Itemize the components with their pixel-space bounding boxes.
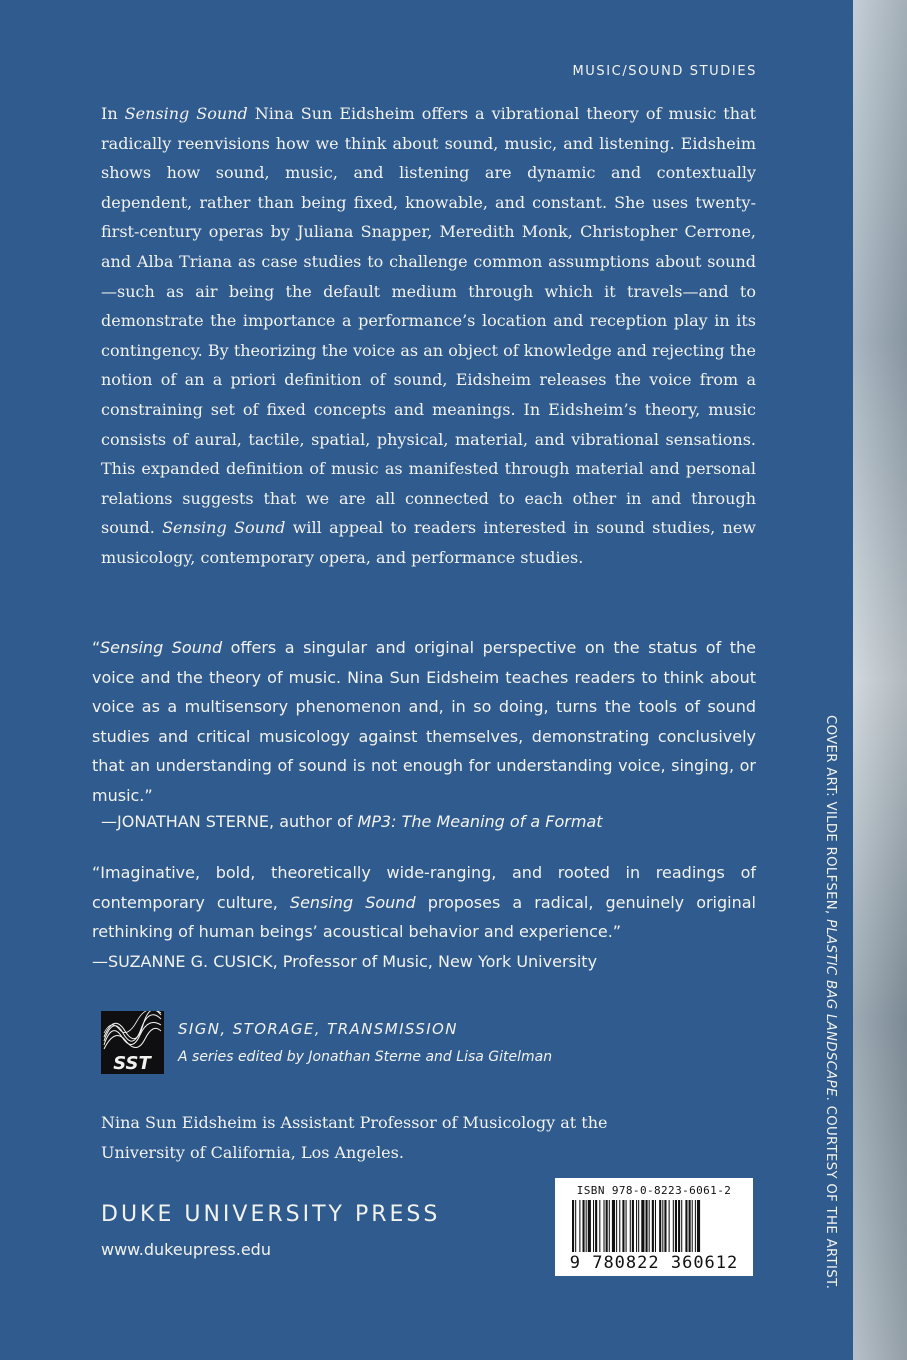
description-title-2: Sensing Sound — [162, 518, 286, 538]
barcode-bar — [673, 1200, 674, 1252]
cover-art-edge — [853, 0, 907, 1360]
cover-credit-work: PLASTIC BAG LANDSCAPE — [823, 919, 838, 1097]
cover-credit-prefix: COVER ART: VILDE ROLFSEN, — [823, 715, 838, 920]
barcode-bar — [612, 1200, 615, 1252]
barcode-bar — [659, 1200, 661, 1252]
series-editors: A series edited by Jonathan Sterne and Lisa Gitelman — [178, 1049, 553, 1065]
blurb-sterne-attribution — [101, 812, 603, 831]
series-logo — [101, 1011, 164, 1074]
book-description — [101, 99, 756, 573]
series-logo-text: SST — [113, 1053, 151, 1074]
barcode-bar — [695, 1200, 696, 1252]
barcode-bar — [655, 1200, 656, 1252]
barcode-bar — [632, 1200, 634, 1252]
barcode-bar — [646, 1200, 648, 1252]
barcode-bar — [681, 1200, 682, 1252]
barcode-bar — [652, 1200, 654, 1252]
barcode-bar — [678, 1200, 680, 1252]
cover-credit-suffix: . COURTESY OF THE ARTIST. — [823, 1096, 838, 1290]
series-title: SIGN, STORAGE, TRANSMISSION — [178, 1020, 458, 1038]
barcode-bar — [606, 1200, 608, 1252]
isbn-barcode — [555, 1178, 753, 1276]
blurb-cusick-text-2: proposes a radical, genuinely original rethinking of human beings’ acoustical behavior and experience.” — [92, 892, 756, 942]
barcode-bar — [630, 1200, 631, 1252]
barcode-bar — [664, 1200, 666, 1252]
barcode-bar — [689, 1200, 691, 1252]
blurb-sterne-attribution-work: MP3: The Meaning of a Format — [357, 812, 603, 831]
barcode-bars — [572, 1200, 736, 1252]
barcode-bar — [675, 1200, 677, 1252]
barcode-bar — [649, 1200, 650, 1252]
barcode-bar — [572, 1200, 574, 1252]
description-text-2: Nina Sun Eidsheim offers a vibrational theory of music that radically reenvisions how we think about sound, music, and listening. Eidsheim shows how sound, music, and listening are dynamic and contextually dependent, rather than being fixed, knowable, and constant. She uses twenty-first-century operas by Juliana Snapper, Meredith Monk, Christopher Cerrone, and Alba Triana as case studies to challenge common assumptions about sound—such as air being the default medium through which it travels—and to demonstrate the importance a performance’s location and reception play in its contingency. By theorizing the voice as an object of knowledge and rejecting the notion of an a priori definition of sound, Eidsheim releases the voice from a constraining set of fixed concepts and meanings. In Eidsheim’s theory, music consists of aural, tactile, spatial, physical, material, and vibrational sensations. This expanded definition of music as manifested through material and personal relations suggests that we are all connected to each other in and through sound. — [101, 104, 757, 538]
barcode-bar — [575, 1200, 576, 1252]
publisher-url: www.dukeupress.edu — [101, 1240, 271, 1259]
barcode-bar — [669, 1200, 670, 1252]
barcode-bar — [583, 1200, 585, 1252]
category-label: MUSIC/SOUND STUDIES — [572, 64, 757, 79]
cover-credit — [814, 715, 838, 1290]
publisher-name: DUKE UNIVERSITY PRESS — [101, 1202, 441, 1227]
blurb-cusick-attribution: —SUZANNE G. CUSICK, Professor of Music, New York University — [92, 952, 598, 971]
description-title-1: Sensing Sound — [124, 104, 248, 123]
barcode-bar — [595, 1200, 597, 1252]
series-logo-icon — [101, 1011, 164, 1074]
barcode-bar — [638, 1200, 639, 1252]
barcode-bar — [616, 1200, 617, 1252]
barcode-bar — [636, 1200, 637, 1252]
blurb-cusick-title: Sensing Sound — [289, 892, 416, 912]
description-text-3: will appeal to readers interested in sound studies, new musicology, contemporary opera, and performance studies. — [101, 518, 757, 567]
barcode-bar — [593, 1200, 594, 1252]
isbn-digits: 9 780822 360612 — [569, 1253, 739, 1273]
blurb-sterne-title: Sensing Sound — [100, 638, 223, 657]
barcode-bar — [604, 1200, 605, 1252]
barcode-bar — [685, 1200, 687, 1252]
blurb-sterne-text: offers a singular and original perspective on the status of the voice and the theory of music. Nina Sun Eidsheim teaches readers to think about voice as a multisensory phenomenon and, in so doing, turns the tools of sound studies and critical musicology against themselves, demonstrating conclusively that an understanding of sound is not enough for understanding voice, singing, or music.” — [92, 638, 757, 805]
blurb-cusick — [92, 858, 756, 947]
barcode-bar — [662, 1200, 663, 1252]
blurb-sterne — [92, 633, 756, 811]
barcode-bar — [586, 1200, 587, 1252]
blurb-cusick-text-1: “Imaginative, bold, theoretically wide-ranging, and rooted in readings of contemporary culture, — [92, 863, 756, 912]
blurb-sterne-open-quote: “ — [92, 638, 101, 657]
blurb-sterne-attribution-name: —JONATHAN STERNE, author of — [101, 812, 358, 831]
description-text-1: In — [101, 104, 125, 123]
barcode-bar — [579, 1200, 580, 1252]
author-bio: Nina Sun Eidsheim is Assistant Professor of Musicology at the University of California, Los Angeles. — [101, 1113, 608, 1162]
barcode-bar — [622, 1200, 624, 1252]
barcode-bar — [609, 1200, 610, 1252]
barcode-bar — [626, 1200, 627, 1252]
barcode-bar — [599, 1200, 600, 1252]
barcode-bar — [641, 1200, 644, 1252]
barcode-bar — [697, 1200, 700, 1252]
barcode-bar — [619, 1200, 620, 1252]
barcode-bar — [692, 1200, 693, 1252]
isbn-label: ISBN 978-0-8223-6061-2 — [576, 1184, 732, 1197]
barcode-bar — [588, 1200, 591, 1252]
